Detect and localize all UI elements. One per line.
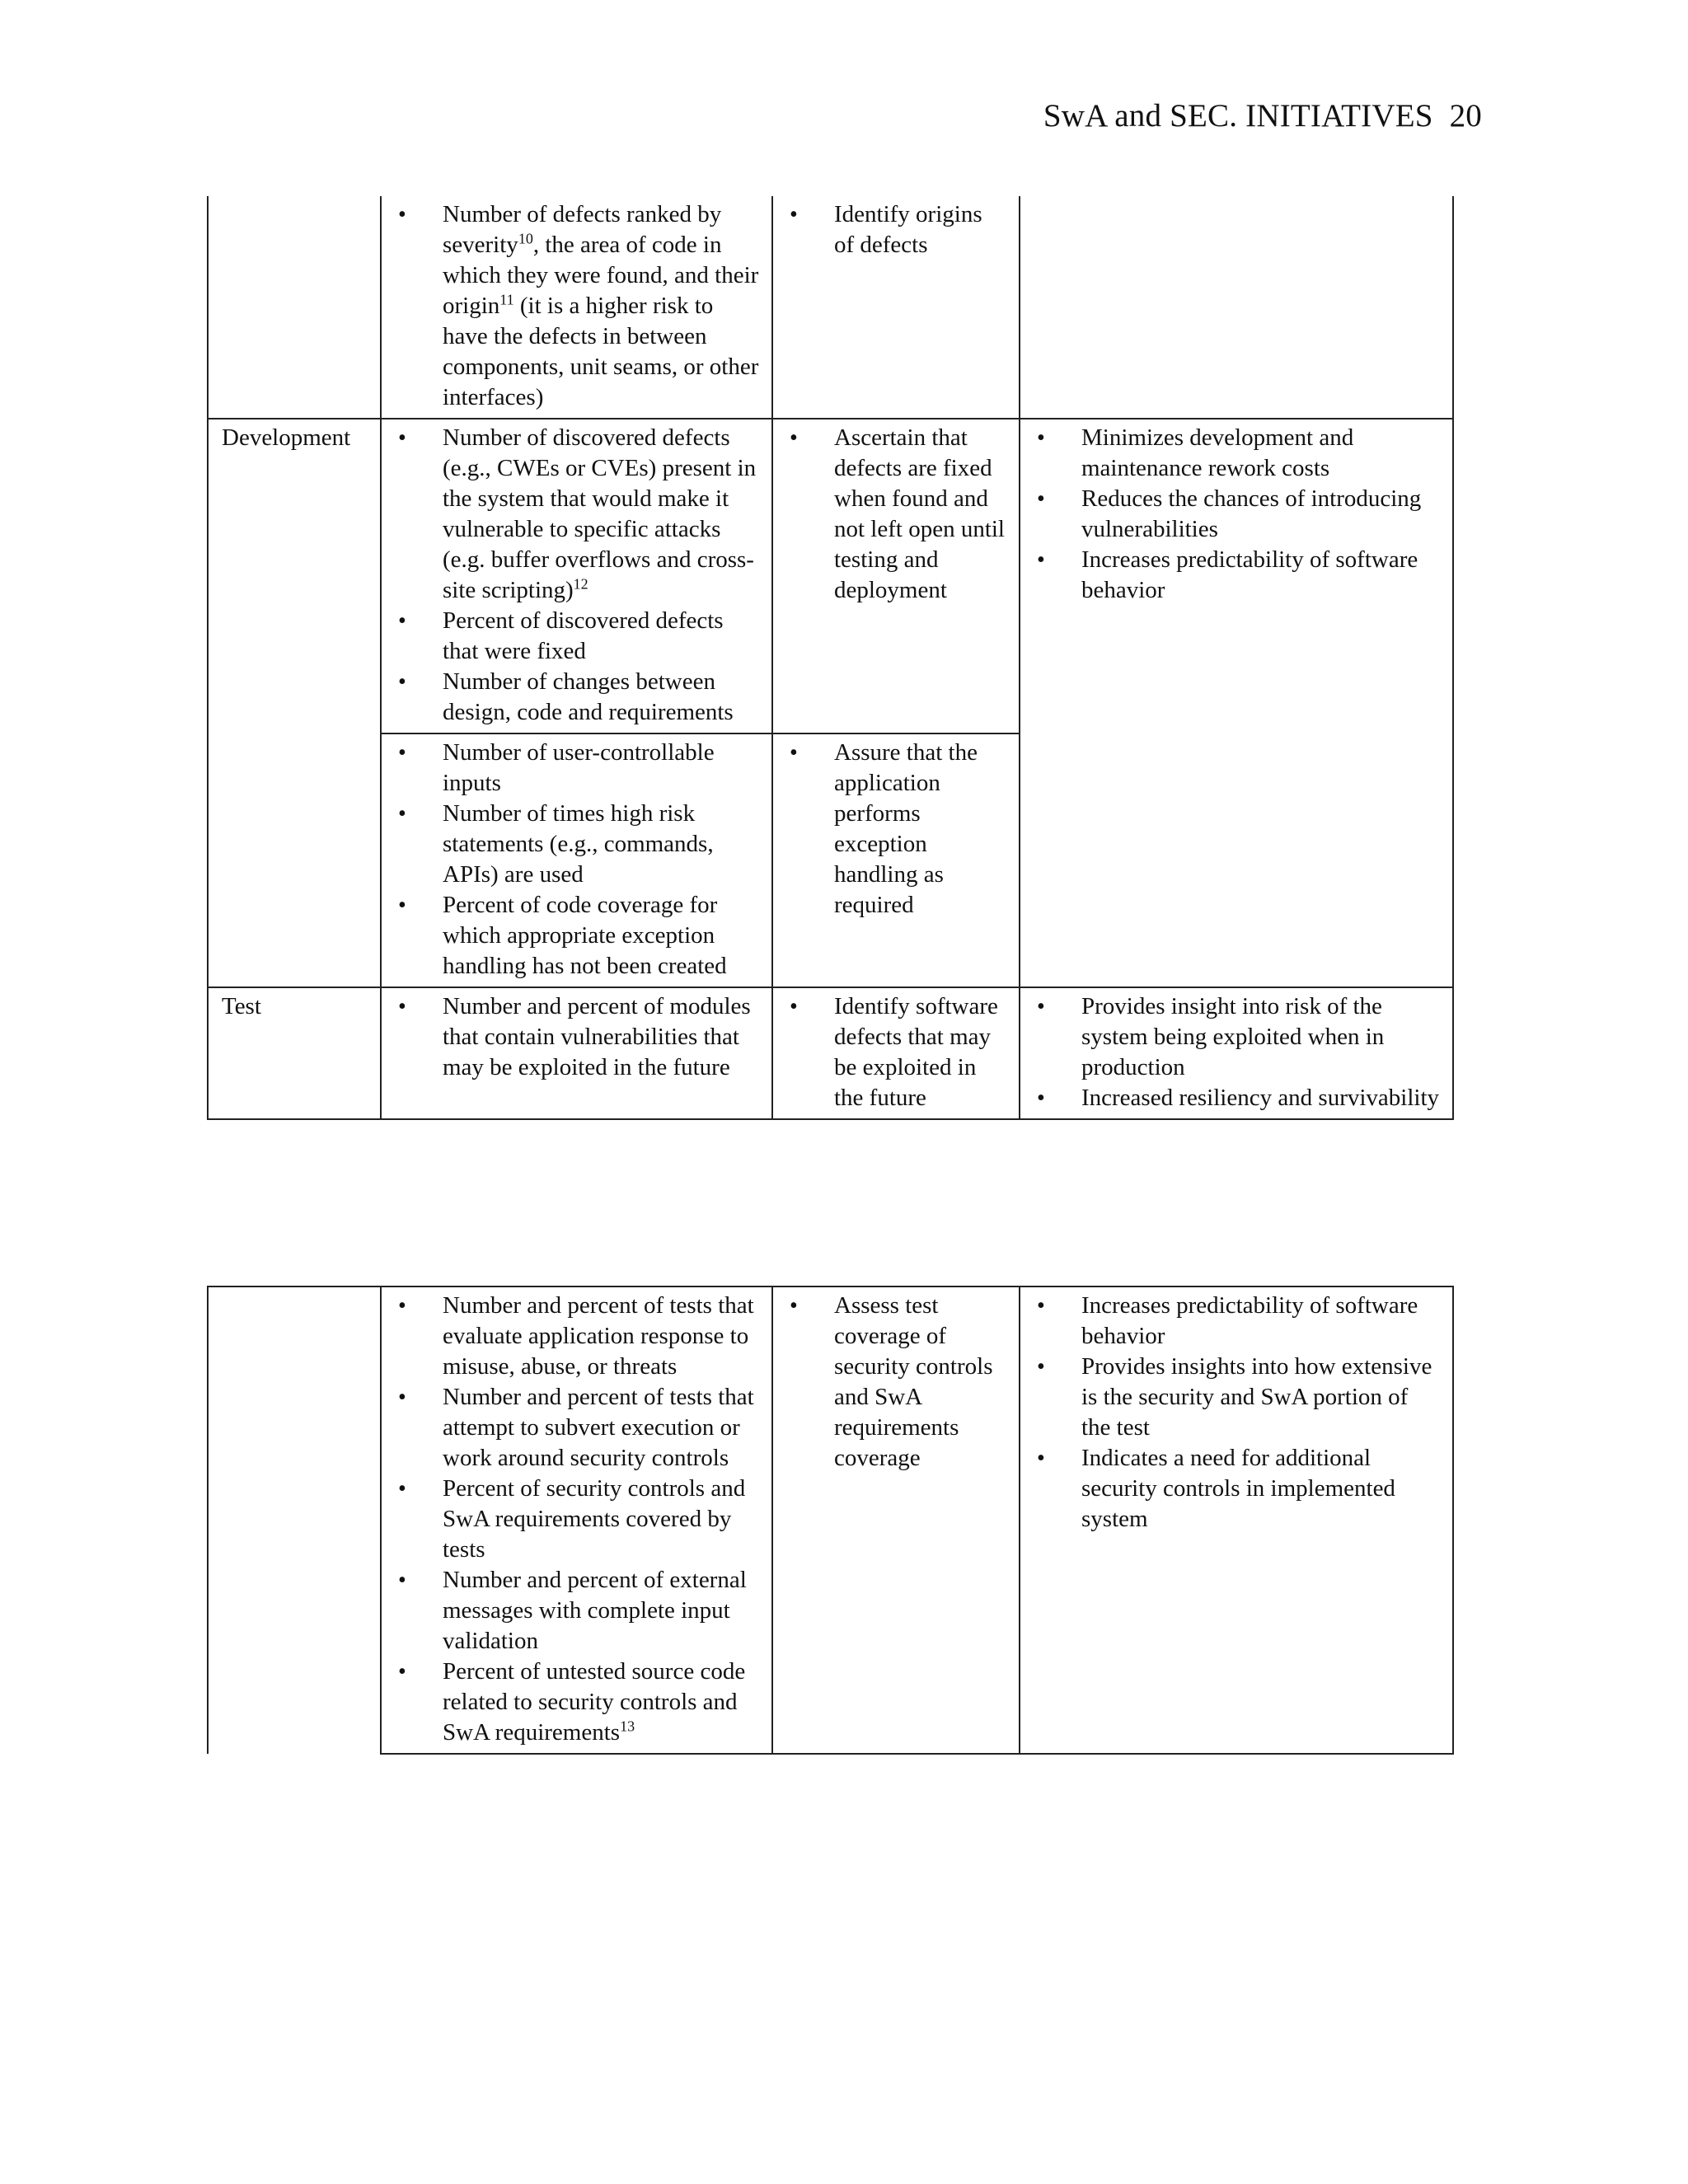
benefits-cell	[1020, 1286, 1453, 1754]
table-row	[208, 733, 1453, 987]
page-number: 20	[1449, 98, 1482, 134]
list-item: • Percent of discovered defects that were fixed	[393, 606, 760, 667]
table-row	[208, 419, 1453, 733]
purpose-cell	[772, 196, 1020, 419]
purpose-cell	[772, 733, 1020, 987]
purpose-cell	[772, 1286, 1020, 1754]
list-item: • Provides insights into how extensive is the security and SwA portion of the test	[1032, 1352, 1441, 1443]
phase-label: Test	[208, 987, 381, 1119]
list-item: • Number and percent of external messages with complete input validation	[393, 1565, 760, 1657]
list-item: • Number of changes between design, code and requirements	[393, 667, 760, 728]
list-item: • Number of times high risk statements (e.g., commands, APIs) are used	[393, 799, 760, 890]
phase-cell	[208, 196, 381, 419]
list-item: • Number and percent of tests that evaluate application response to misuse, abuse, or threats	[393, 1291, 760, 1382]
phase-cell	[208, 733, 381, 987]
benefits-cell	[1020, 419, 1453, 733]
list-item: • Indicates a need for additional security controls in implemented system	[1032, 1443, 1441, 1535]
list-item: • Assure that the application performs exception handling as required	[785, 738, 1007, 921]
metrics-cell	[381, 196, 772, 419]
list-item: • Identify software defects that may be exploited in the future	[785, 991, 1007, 1113]
list-item: • Ascertain that defects are fixed when found and not left open until testing and deployment	[785, 423, 1007, 606]
list-item: • Reduces the chances of introducing vulnerabilities	[1032, 484, 1441, 545]
list-item: • Identify origins of defects	[785, 199, 1007, 260]
list-item: • Number of user-controllable inputs	[393, 738, 760, 799]
list-item: • Minimizes development and maintenance rework costs	[1032, 423, 1441, 484]
metrics-cell	[381, 1286, 772, 1754]
metrics-cell	[381, 987, 772, 1119]
list-item: • Increases predictability of software behavior	[1032, 545, 1441, 606]
list-item: • Provides insight into risk of the system being exploited when in production	[1032, 991, 1441, 1083]
list-item: • Assess test coverage of security controls and SwA requirements coverage	[785, 1291, 1007, 1474]
list-item: • Number of defects ranked by severity$^{10}$, the area of code in which they were found, and their origin$^{11}$ (it is a higher risk to have the defects in between components, unit seams, or other interfaces)	[393, 199, 760, 413]
benefits-cell	[1020, 196, 1453, 419]
phase-cell	[208, 1286, 381, 1754]
list-item: • Percent of code coverage for which appropriate exception handling has not been created	[393, 890, 760, 982]
metrics-table-part-2	[207, 1286, 1454, 1755]
purpose-cell	[772, 987, 1020, 1119]
list-item: • Number and percent of modules that contain vulnerabilities that may be exploited in the future	[393, 991, 760, 1083]
metrics-cell	[381, 733, 772, 987]
list-item: • Number and percent of tests that attempt to subvert execution or work around security controls	[393, 1382, 760, 1474]
running-title: SwA and SEC. INITIATIVES	[1043, 98, 1433, 134]
list-item: • Percent of untested source code related to security controls and SwA requirements$^{13}$	[393, 1657, 760, 1748]
phase-label: Development	[208, 419, 381, 733]
benefits-cell	[1020, 987, 1453, 1119]
table-row	[208, 196, 1453, 419]
metrics-table-part-1	[207, 196, 1454, 1120]
list-item: • Percent of security controls and SwA requirements covered by tests	[393, 1474, 760, 1565]
table-row	[208, 987, 1453, 1119]
list-item: • Increases predictability of software behavior	[1032, 1291, 1441, 1352]
table-row	[208, 1286, 1453, 1754]
metrics-cell	[381, 419, 772, 733]
running-header	[1043, 97, 1482, 134]
purpose-cell	[772, 419, 1020, 733]
list-item: • Increased resiliency and survivability	[1032, 1083, 1441, 1113]
benefits-cell	[1020, 733, 1453, 987]
list-item: • Number of discovered defects (e.g., CWEs or CVEs) present in the system that would make it vulnerable to specific attacks (e.g. buffer overflows and cross-site scripting)$^{12}$	[393, 423, 760, 606]
